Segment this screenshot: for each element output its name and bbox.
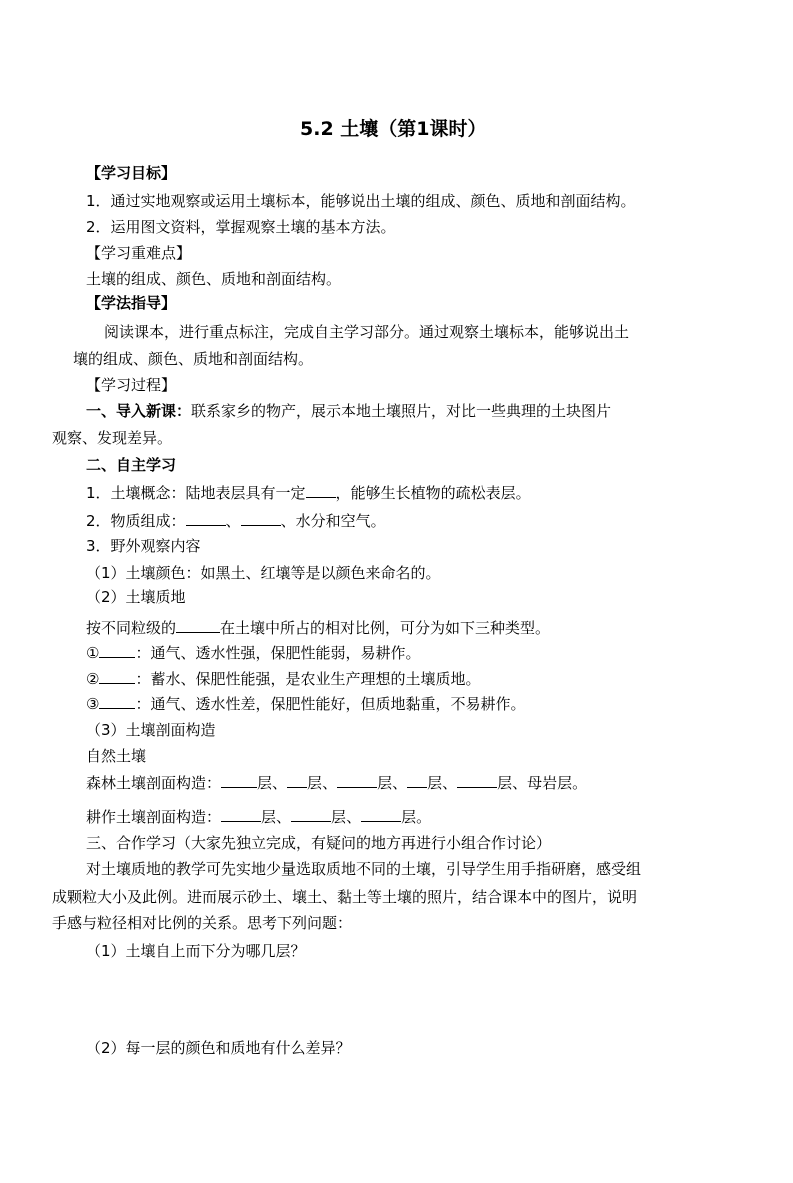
- blank[interactable]: [291, 806, 331, 822]
- method-heading: 【学法指导】: [86, 294, 177, 312]
- layer-word: 层: [261, 808, 277, 826]
- texture-num-3: ③: [86, 695, 100, 713]
- layer-word: 层: [377, 774, 393, 792]
- blank[interactable]: [361, 806, 401, 822]
- blank[interactable]: [221, 772, 257, 788]
- natural-soil-label: 自然土壤: [86, 747, 147, 765]
- texture-num-1: ①: [86, 644, 100, 662]
- intro-label: 一、导入新课：: [86, 402, 192, 420]
- profile-heading: （3）土壤剖面构造: [86, 721, 216, 739]
- composition-line: [86, 510, 386, 531]
- sep: 、: [346, 808, 362, 826]
- texture-intro-post: 在土壤中所占的相对比例，可分为如下三种类型。: [220, 619, 551, 637]
- blank[interactable]: [186, 510, 226, 526]
- method-line-1: 阅读课本，进行重点标注，完成自主学习部分。通过观察土壤标本，能够说出土: [104, 323, 630, 341]
- intro-line-2: 观察、发现差异。: [52, 429, 173, 447]
- layer-word: 层: [331, 808, 347, 826]
- question-1: （1）土壤自上而下分为哪几层？: [86, 942, 306, 960]
- forest-profile-end: 、母岩层。: [512, 774, 588, 792]
- texture-intro-line: [86, 617, 550, 638]
- coop-line-2: 成颗粒大小及此例。进而展示砂土、壤土、黏土等土壤的照片，结合课本中的图片，说明: [52, 888, 638, 906]
- texture-intro-pre: 按不同粒级的: [86, 619, 177, 637]
- question-2: （2）每一层的颜色和质地有什么差异？: [86, 1039, 351, 1057]
- texture-text-1: ：通气、透水性强，保肥性能弱，易耕作。: [135, 644, 421, 662]
- soil-concept-line: [86, 482, 531, 503]
- blank[interactable]: [337, 772, 377, 788]
- layer-word: 层: [427, 774, 443, 792]
- sep: 、: [322, 774, 338, 792]
- blank[interactable]: [407, 772, 427, 788]
- texture-num-2: ②: [86, 670, 100, 688]
- sep: 、: [276, 808, 292, 826]
- blank[interactable]: [457, 772, 497, 788]
- forest-profile-line: [86, 772, 587, 793]
- blank[interactable]: [241, 510, 281, 526]
- coop-line-1: 对土壤质地的教学可先实地少量选取质地不同的土壤，引导学生用手指研磨，感受组: [86, 860, 642, 878]
- page-title: 5.2 土壤（第1课时）: [300, 118, 487, 140]
- goals-heading: 【学习目标】: [86, 164, 177, 182]
- method-line-2: 壤的组成、颜色、质地和剖面结构。: [73, 350, 314, 368]
- self-study-heading: 二、自主学习: [86, 456, 177, 474]
- texture-text-2: ：蓄水、保肥性能强，是农业生产理想的土壤质地。: [135, 670, 481, 688]
- goal-item-2: 2．运用图文资料，掌握观察土壤的基本方法。: [86, 218, 396, 236]
- soil-color-line: （1）土壤颜色：如黑土、红壤等是以颜色来命名的。: [86, 564, 441, 582]
- sep: 、: [392, 774, 408, 792]
- blank[interactable]: [221, 806, 261, 822]
- intro-line-1: [86, 401, 611, 421]
- blank[interactable]: [306, 482, 336, 498]
- texture-type-2: [86, 668, 480, 689]
- blank[interactable]: [287, 772, 307, 788]
- layer-word: 层: [497, 774, 513, 792]
- coop-heading: 三、合作学习（大家先独立完成，有疑问的地方再进行小组合作讨论）: [86, 834, 552, 852]
- blank[interactable]: [99, 642, 135, 658]
- soil-concept-label: 1．土壤概念：陆地表层具有一定: [86, 484, 306, 502]
- keypoints-text: 土壤的组成、颜色、质地和剖面结构。: [86, 270, 342, 288]
- coop-line-3: 手感与粒径相对比例的关系。思考下列问题：: [52, 914, 353, 932]
- layer-word: 层: [257, 774, 273, 792]
- composition-text: 、水分和空气。: [280, 512, 386, 530]
- goal-item-1: 1．通过实地观察或运用土壤标本，能够说出土壤的组成、颜色、质地和剖面结构。: [86, 192, 636, 210]
- blank[interactable]: [176, 617, 220, 633]
- blank[interactable]: [99, 693, 135, 709]
- farm-profile-label: 耕作土壤剖面构造：: [86, 808, 222, 826]
- layer-word: 层: [307, 774, 323, 792]
- farm-profile-line: [86, 806, 431, 827]
- sep: 、: [442, 774, 458, 792]
- forest-profile-label: 森林土壤剖面构造：: [86, 774, 222, 792]
- intro-text: 联系家乡的物产，展示本地土壤照片，对比一些典理的土块图片: [191, 402, 612, 420]
- composition-label: 2．物质组成：: [86, 512, 186, 530]
- field-observation: 3．野外观察内容: [86, 537, 201, 555]
- blank[interactable]: [99, 668, 135, 684]
- farm-profile-end: 层。: [401, 808, 432, 826]
- keypoints-heading: 【学习重难点】: [86, 244, 192, 262]
- texture-text-3: ：通气、透水性差，保肥性能好，但质地黏重，不易耕作。: [135, 695, 526, 713]
- texture-type-1: [86, 642, 420, 663]
- process-heading: 【学习过程】: [86, 376, 177, 394]
- soil-concept-text: 能够生长植物的疏松表层。: [350, 484, 531, 502]
- soil-texture-heading: （2）土壤质地: [86, 588, 186, 606]
- soil-concept-comma: ，: [335, 484, 351, 502]
- sep: 、: [272, 774, 288, 792]
- composition-sep: 、: [225, 512, 241, 530]
- texture-type-3: [86, 693, 525, 714]
